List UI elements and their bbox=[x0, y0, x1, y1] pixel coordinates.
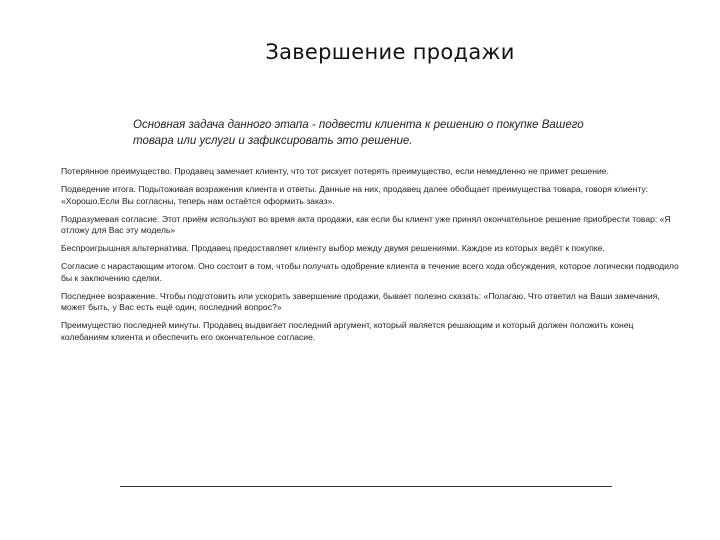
technique-list bbox=[61, 166, 679, 350]
page-title: Завершение продажи bbox=[265, 40, 515, 64]
list-item: Преимущество последней минуты. Продавец выдвигает последний аргумент, который является решающим и который должен положить конец колебаниям клиента и обеспечить его окончательное согласие. bbox=[61, 320, 634, 342]
footer-divider bbox=[120, 486, 612, 487]
list-item: Последнее возражение. Чтобы подготовить или ускорить завершение продажи, бывает полезно сказать: «Полагаю. Что ответил на Ваши замечания, может быть, у Вас есть ещё один, последний вопрос?» bbox=[61, 290, 660, 312]
list-item: Подведение итога. Подытоживая возражения клиента и ответы. Данные на них, продавец далее обобщает преимущества товара, говоря клиенту: «Хорошо.Если Вы согласны, теперь нам остаётся оформить заказ». bbox=[61, 184, 649, 206]
intro-text: Основная задача данного этапа - подвести клиента к решению о покупке Вашего товара или услуги и зафиксировать это решение. bbox=[133, 119, 584, 147]
list-item: Беспроигрышная альтернатива. Продавец предоставляет клиенту выбор между двумя решениями. Каждое из которых ведёт к покупке. bbox=[61, 243, 605, 253]
list-item: Потерянное преимущество. Продавец замечает клиенту, что тот рискует потерять преимущество, если немедленно не примет решение. bbox=[61, 166, 609, 176]
list-item: Согласие с нарастающим итогом. Оно состоит в том, чтобы получать одобрение клиента в течение всего хода обсуждения, которое логически подводило бы к заключению сделки. bbox=[61, 261, 679, 283]
list-item: Подразумевая согласие. Этот приём используют во время акта продажи, как если бы клиент уже принял окончательное решение приобрести товар: «Я отложу для Вас эту модель» bbox=[61, 213, 671, 235]
